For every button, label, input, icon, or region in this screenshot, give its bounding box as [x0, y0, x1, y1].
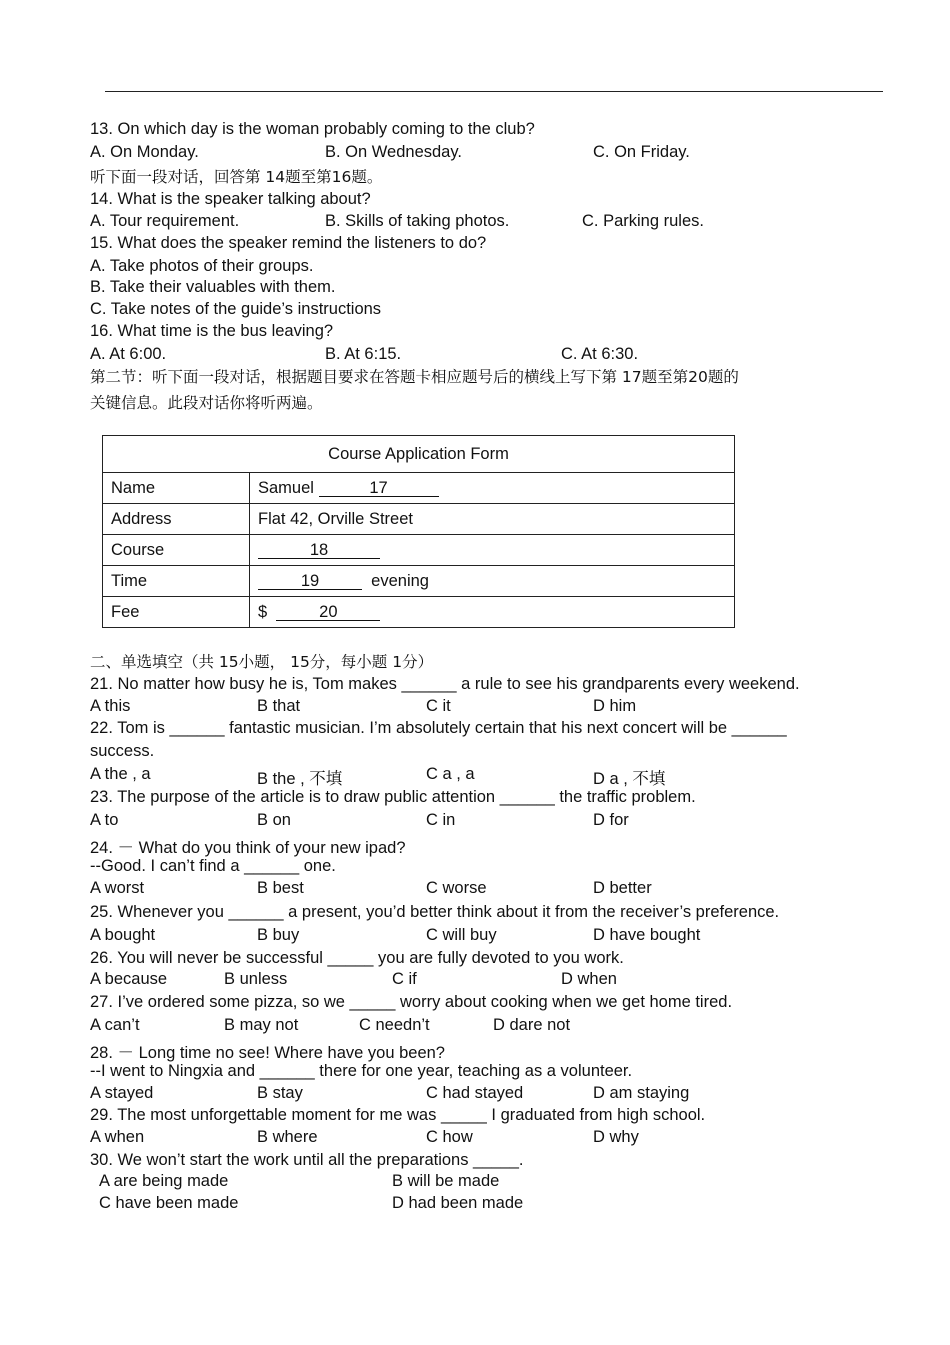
q23-option-c: C in: [426, 811, 456, 829]
q21-option-d: D him: [593, 697, 637, 715]
q24-option-c: C worse: [426, 879, 487, 897]
q13-option-c: C. On Friday.: [593, 143, 690, 161]
q26-option-d: D when: [561, 970, 617, 988]
question-27: 27. I’ve ordered some pizza, so we _____ worry about cooking when we get home tired.: [90, 993, 733, 1011]
q25-option-d: D have bought: [593, 926, 701, 944]
q14-option-c: C. Parking rules.: [582, 212, 704, 230]
q27-option-b: B may not: [224, 1016, 299, 1034]
form-value-prefix: $: [258, 602, 268, 621]
q21-option-c: C it: [426, 697, 451, 715]
q25-option-c: C will buy: [426, 926, 497, 944]
question-28-line2: --I went to Ningxia and ______ there for one year, teaching as a volunteer.: [90, 1062, 633, 1080]
form-row-time: [103, 566, 735, 597]
q23-option-d: D for: [593, 811, 629, 829]
q22-option-a: A the , a: [90, 765, 151, 783]
q29-option-c: C how: [426, 1128, 473, 1146]
form-row-address: [103, 504, 735, 535]
q30-option-c: C have been made: [99, 1194, 239, 1212]
q16-option-b: B. At 6:15.: [325, 345, 402, 363]
course-application-form: [102, 435, 735, 628]
q13-option-b: B. On Wednesday.: [325, 143, 462, 161]
form-title: Course Application Form: [103, 436, 735, 473]
header-rule: [105, 91, 883, 92]
question-16: 16. What time is the bus leaving?: [90, 322, 334, 340]
form-label: Fee: [103, 597, 250, 628]
instruction-14-16: 听下面一段对话，回答第 14题至第16题。: [90, 168, 383, 186]
answer-blank-20[interactable]: 20: [276, 604, 380, 621]
q25-option-b: B buy: [257, 926, 300, 944]
question-28-line1: 28. － Long time no see! Where have you been?: [90, 1044, 445, 1062]
form-value-suffix: evening: [371, 571, 429, 590]
form-label: Name: [103, 473, 250, 504]
q28-option-c: C had stayed: [426, 1084, 524, 1102]
q15-option-b: B. Take their valuables with them.: [90, 278, 336, 296]
question-22-line2: success.: [90, 742, 155, 760]
q14-option-a: A. Tour requirement.: [90, 212, 240, 230]
q30-option-a: A are being made: [99, 1172, 229, 1190]
q26-option-b: B unless: [224, 970, 288, 988]
form-value: [250, 566, 735, 597]
form-value: Flat 42, Orville Street: [250, 504, 735, 535]
q26-option-a: A because: [90, 970, 168, 988]
q21-option-b: B that: [257, 697, 301, 715]
question-13: 13. On which day is the woman probably coming to the club?: [90, 120, 535, 138]
form-label: Course: [103, 535, 250, 566]
q28-option-a: A stayed: [90, 1084, 154, 1102]
form-row-course: [103, 535, 735, 566]
q23-option-b: B on: [257, 811, 291, 829]
form-row-fee: [103, 597, 735, 628]
q29-option-a: A when: [90, 1128, 145, 1146]
q15-option-a: A. Take photos of their groups.: [90, 257, 314, 275]
answer-blank-18[interactable]: 18: [258, 542, 380, 559]
q24-option-b: B best: [257, 879, 304, 897]
grammar-section-heading: 二、单选填空（共 15小题， 15分，每小题 1分）: [90, 653, 434, 671]
q24-option-d: D better: [593, 879, 652, 897]
answer-blank-19[interactable]: 19: [258, 573, 362, 590]
form-value-prefix: Samuel: [258, 478, 314, 497]
form-row-name: [103, 473, 735, 504]
q16-option-a: A. At 6:00.: [90, 345, 167, 363]
q26-option-c: C if: [392, 970, 417, 988]
question-23: 23. The purpose of the article is to draw public attention ______ the traffic problem.: [90, 788, 696, 806]
q27-option-c: C needn’t: [359, 1016, 430, 1034]
q16-option-c: C. At 6:30.: [561, 345, 639, 363]
q27-option-a: A can’t: [90, 1016, 140, 1034]
q28-option-d: D am staying: [593, 1084, 690, 1102]
q30-option-d: D had been made: [392, 1194, 524, 1212]
q21-option-a: A this: [90, 697, 131, 715]
question-30: 30. We won’t start the work until all the preparations _____.: [90, 1151, 524, 1169]
q29-option-b: B where: [257, 1128, 318, 1146]
q22-option-d: D a , 不填: [593, 770, 666, 788]
question-24-line2: --Good. I can’t find a ______ one.: [90, 857, 336, 875]
form-label: Address: [103, 504, 250, 535]
form-value: [250, 597, 735, 628]
q14-option-b: B. Skills of taking photos.: [325, 212, 510, 230]
question-26: 26. You will never be successful _____ you are fully devoted to you work.: [90, 949, 624, 967]
answer-blank-17[interactable]: 17: [319, 480, 439, 497]
q25-option-a: A bought: [90, 926, 156, 944]
question-22-line1: 22. Tom is ______ fantastic musician. I’m absolutely certain that his next concert will be ______: [90, 719, 787, 737]
q15-option-c: C. Take notes of the guide’s instructions: [90, 300, 382, 318]
form-label: Time: [103, 566, 250, 597]
q22-option-b: B the , 不填: [257, 770, 343, 788]
section2-instruction-line2: 关键信息。此段对话你将听两遍。: [90, 394, 323, 412]
q23-option-a: A to: [90, 811, 119, 829]
question-25: 25. Whenever you ______ a present, you’d better think about it from the receiver’s preference.: [90, 903, 780, 921]
form-value: [250, 473, 735, 504]
question-21: 21. No matter how busy he is, Tom makes ______ a rule to see his grandparents every weekend.: [90, 675, 800, 693]
question-14: 14. What is the speaker talking about?: [90, 190, 371, 208]
q29-option-d: D why: [593, 1128, 639, 1146]
form-value: [250, 535, 735, 566]
q27-option-d: D dare not: [493, 1016, 571, 1034]
q22-option-c: C a , a: [426, 765, 475, 783]
q13-option-a: A. On Monday.: [90, 143, 199, 161]
q24-option-a: A worst: [90, 879, 145, 897]
question-29: 29. The most unforgettable moment for me was _____ I graduated from high school.: [90, 1106, 706, 1124]
question-24-line1: 24. － What do you think of your new ipad?: [90, 839, 406, 857]
question-15: 15. What does the speaker remind the listeners to do?: [90, 234, 487, 252]
q28-option-b: B stay: [257, 1084, 303, 1102]
section2-instruction-line1: 第二节：听下面一段对话，根据题目要求在答题卡相应题号后的横线上写下第 17题至第20题的: [90, 368, 739, 386]
q30-option-b: B will be made: [392, 1172, 500, 1190]
